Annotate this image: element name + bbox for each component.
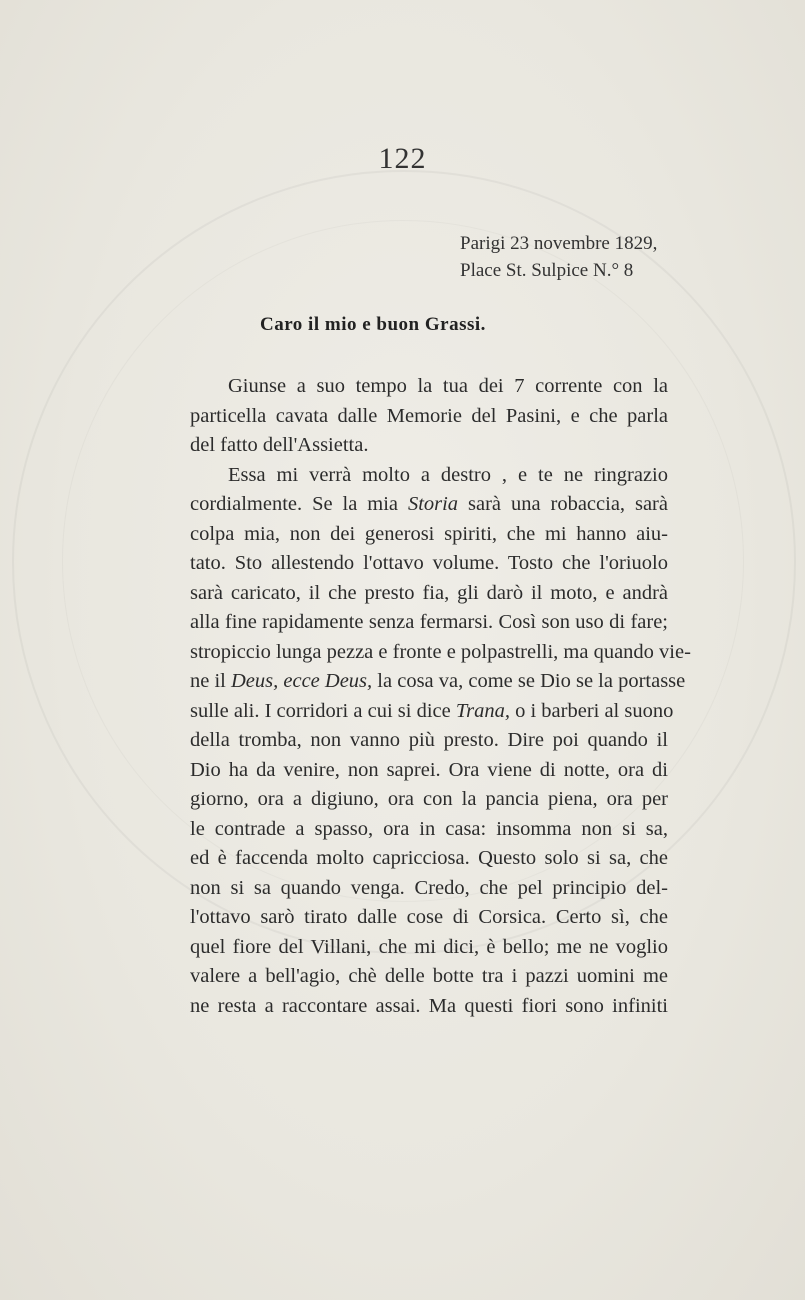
text-line: sulle ali. I corridori a cui si dice Trana, o i barberi al suono bbox=[190, 699, 674, 722]
dateline-address: Place St. Sulpice N.° 8 bbox=[460, 260, 634, 281]
dateline-place-date: Parigi 23 novembre 1829, bbox=[460, 233, 658, 254]
text-line: sarà caricato, il che presto fia, gli darò il moto, e andrà bbox=[190, 581, 668, 604]
text-line: Giunse a suo tempo la tua dei 7 corrente con la bbox=[228, 375, 668, 397]
letter-body bbox=[190, 372, 691, 1021]
text-line: particella cavata dalle Memorie del Pasini, e che parla bbox=[190, 404, 668, 427]
text-line: colpa mia, non dei generosi spiriti, che mi hanno aiu- bbox=[190, 522, 668, 545]
text-line: del fatto dell'Assietta. bbox=[190, 434, 369, 456]
letter-dateline bbox=[460, 230, 657, 284]
text-line: tato. Sto allestendo l'ottavo volume. Tosto che l'oriuolo bbox=[190, 552, 668, 574]
italic-phrase: Deus, ecce Deus, bbox=[231, 670, 373, 692]
text-line: le contrade a spasso, ora in casa: insomma non si sa, bbox=[190, 817, 668, 840]
text-line: giorno, ora a digiuno, ora con la pancia piena, ora per bbox=[190, 788, 668, 810]
text-line: stropiccio lunga pezza e fronte e polpastrelli, ma quando vie- bbox=[190, 640, 691, 663]
text-line: ne il Deus, ecce Deus, la cosa va, come se Dio se la portasse bbox=[190, 670, 686, 692]
letter-salutation: Caro il mio e buon Grassi. bbox=[260, 314, 486, 335]
text-line: della tromba, non vanno più presto. Dire poi quando il bbox=[190, 729, 668, 751]
page-number: 122 bbox=[378, 142, 427, 175]
text-line: alla fine rapidamente senza fermarsi. Così son uso di fare; bbox=[190, 611, 668, 633]
text-line: valere a bell'agio, chè delle botte tra i pazzi uomini me bbox=[190, 965, 668, 987]
italic-title: Storia bbox=[407, 493, 459, 515]
text-line: Essa mi verrà molto a destro , e te ne ringrazio bbox=[228, 463, 668, 486]
text-line: ed è faccenda molto capricciosa. Questo solo si sa, che bbox=[190, 847, 668, 869]
text-line: cordialmente. Se la mia Storia sarà una robaccia, sarà bbox=[190, 493, 668, 515]
text-line: Dio ha da venire, non saprei. Ora viene di notte, ora di bbox=[190, 758, 668, 781]
text-line: non si sa quando venga. Credo, che pel principio del- bbox=[190, 876, 668, 899]
text-line: l'ottavo sarò tirato dalle cose di Corsica. Certo sì, che bbox=[190, 906, 668, 928]
text-line: quel fiore del Villani, che mi dici, è bello; me ne voglio bbox=[190, 935, 668, 958]
italic-word: Trana, bbox=[455, 699, 510, 722]
text-line: ne resta a raccontare assai. Ma questi fiori sono infiniti bbox=[190, 994, 668, 1017]
